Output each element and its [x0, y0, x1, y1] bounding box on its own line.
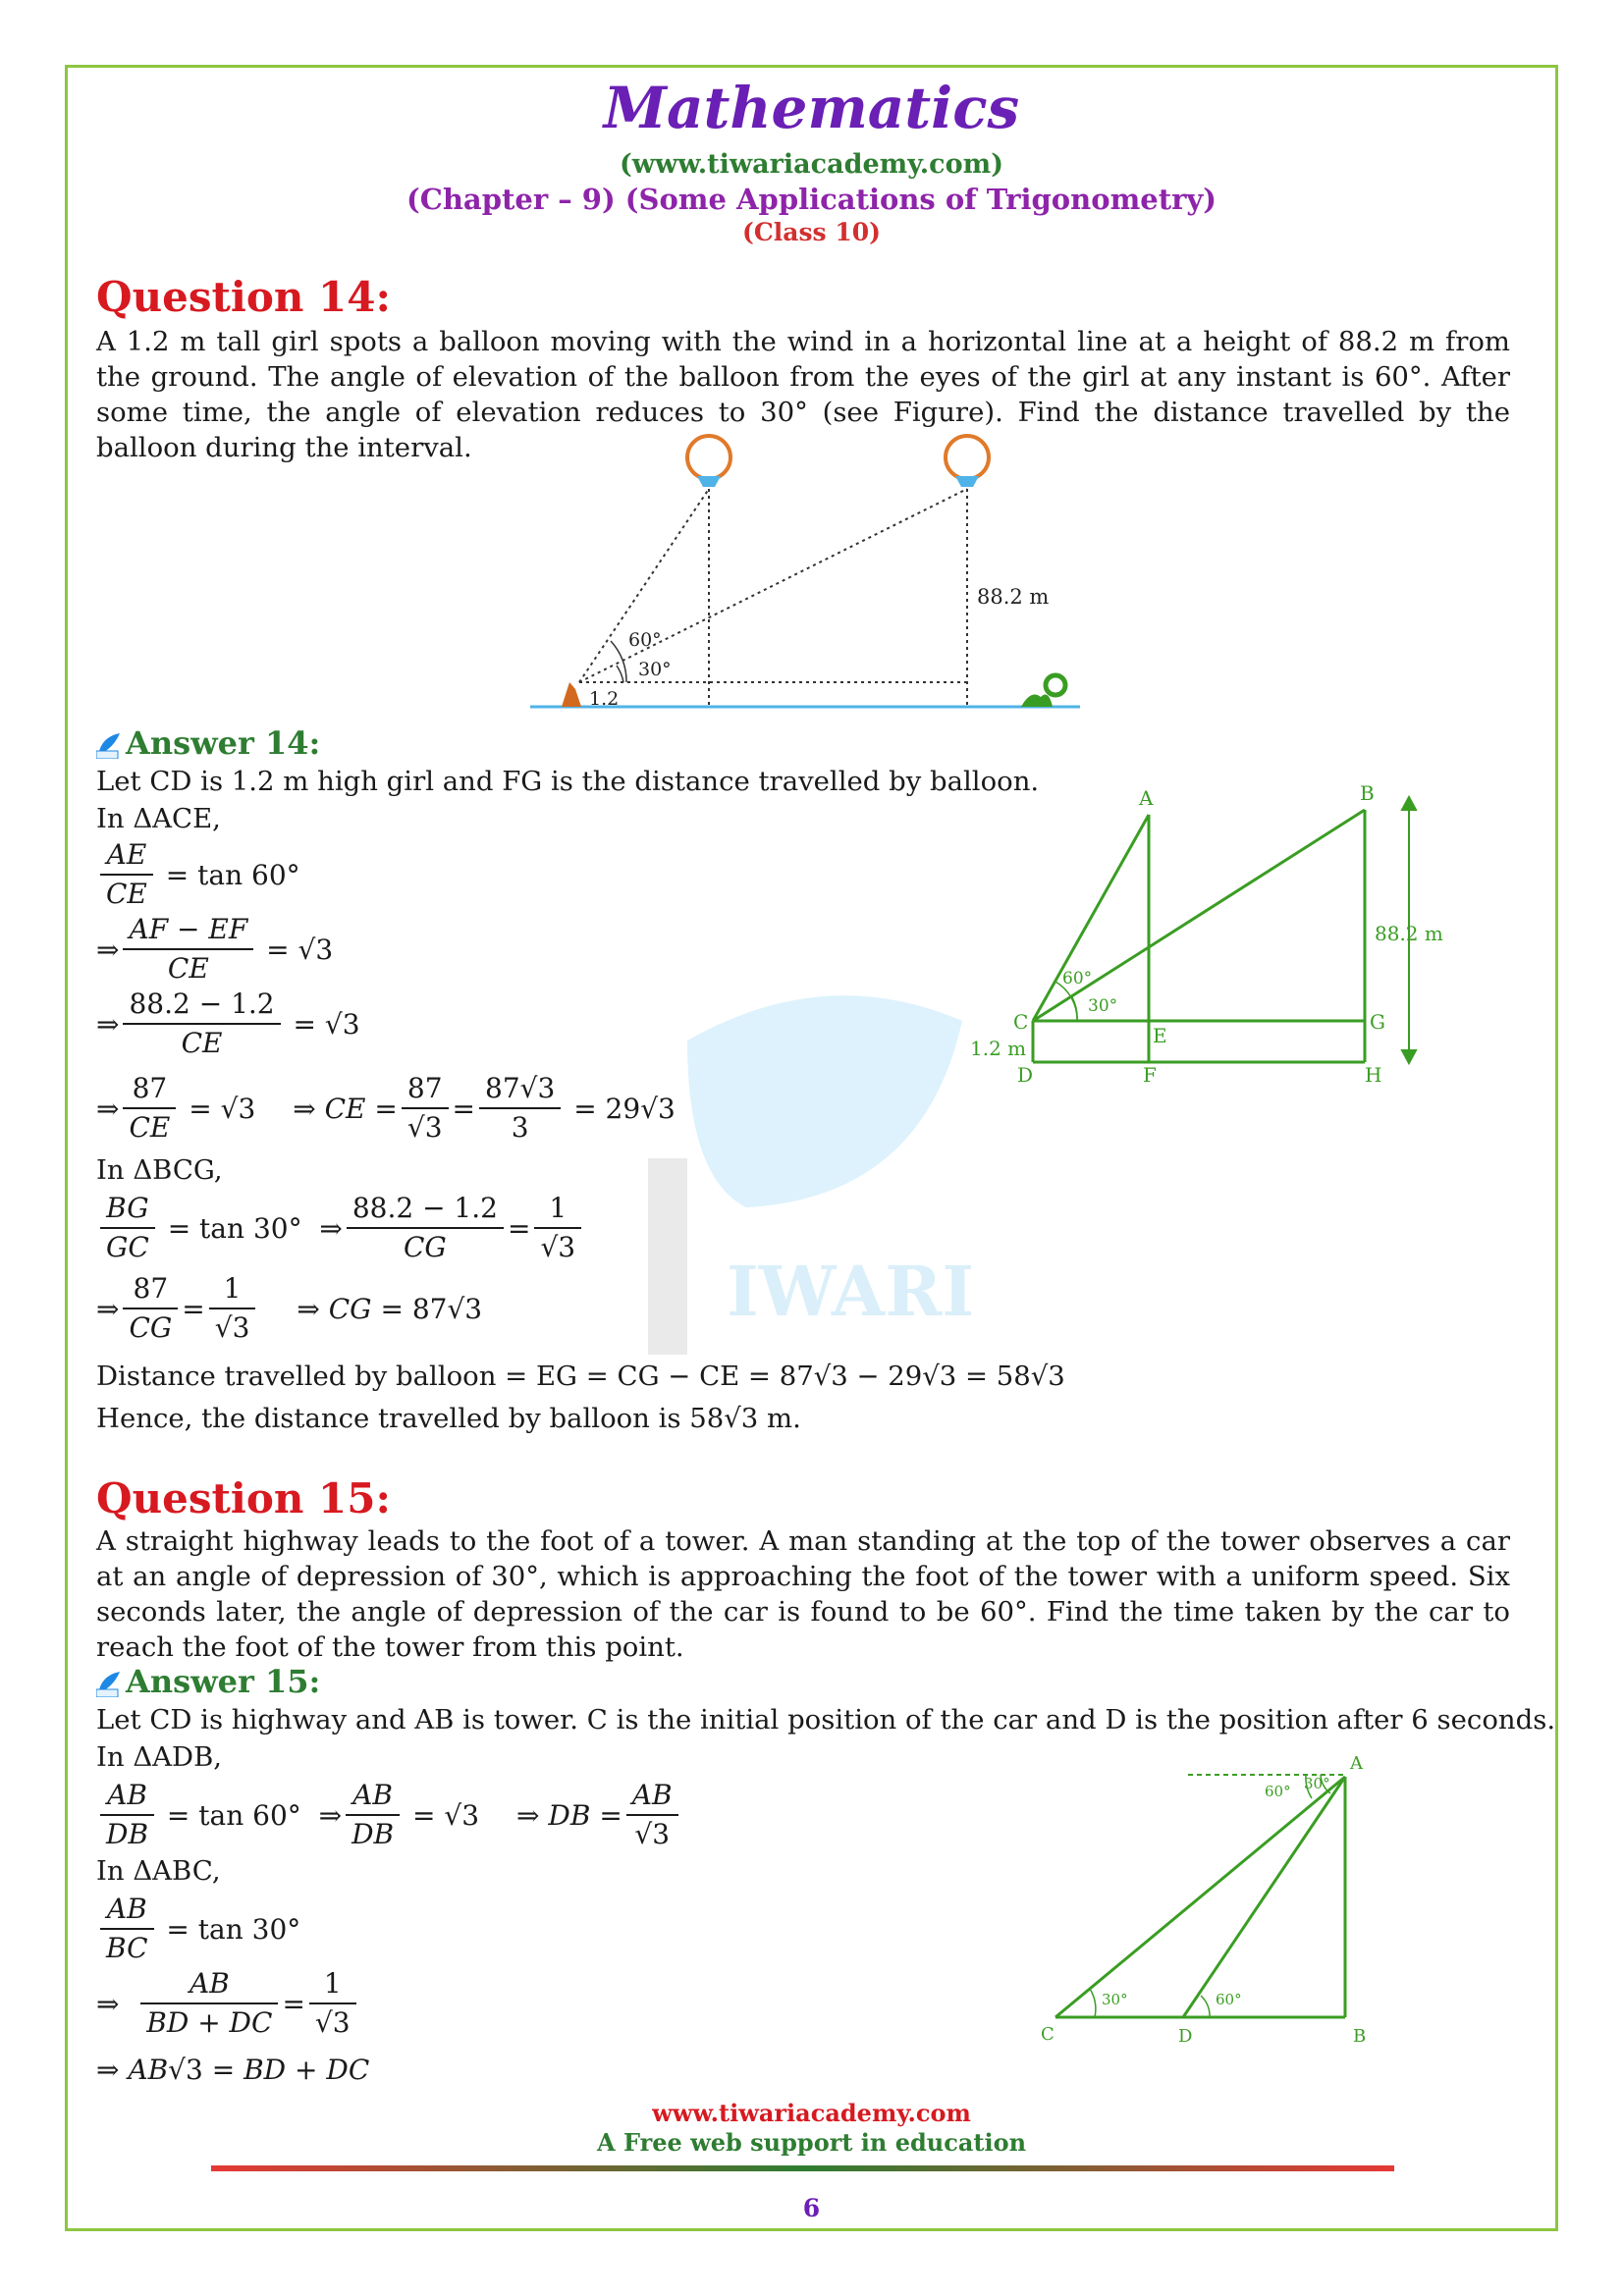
point-b-label: B — [1360, 781, 1375, 805]
girl-height-label: 1.2 m — [970, 1037, 1027, 1060]
point-b-label: B — [1353, 2026, 1367, 2047]
point-d-label: D — [1017, 1063, 1034, 1087]
angle-30-top-label: 30° — [1304, 1775, 1330, 1792]
triangle-ace-label: In ΔACE, — [96, 803, 221, 834]
header-url[interactable]: (www.tiwariacademy.com) — [620, 149, 1003, 180]
tiwari-watermark — [628, 982, 982, 1359]
answer-14-conclusion: Hence, the distance travelled by balloon is 58√3 m. — [96, 1403, 801, 1434]
height-label: 88.2 m — [977, 585, 1050, 609]
page-title: Mathematics — [603, 75, 1020, 141]
question-14-figure — [530, 432, 1080, 717]
feather-icon — [96, 1668, 122, 1695]
balloon-icon — [687, 436, 730, 487]
equation-9: ⇒ $\frac{AB}{BD + DC}$ = $\frac{1}{√3}$ — [96, 1965, 360, 2042]
watermark-text: IWARI — [727, 1251, 975, 1332]
equation-3: ⇒ $\frac{88.2 - 1.2}{CE}$ = √3 — [96, 988, 360, 1059]
answer-14-figure — [962, 775, 1473, 1099]
girl-height-label: 1.2 — [589, 688, 620, 710]
triangle-bcg-label: In ΔBCG, — [96, 1154, 223, 1186]
angle-30-label: 30° — [1088, 996, 1118, 1016]
footer-divider — [211, 2165, 1394, 2171]
point-g-label: G — [1370, 1010, 1385, 1034]
angle-30-label: 30° — [1102, 1991, 1128, 2008]
feather-icon — [96, 729, 122, 757]
answer-14-heading-text: Answer 14: — [126, 724, 321, 762]
footer-tagline: A Free web support in education — [596, 2128, 1027, 2157]
equation-2: ⇒ $\frac{AF - EF}{CE}$ = √3 — [96, 913, 334, 985]
equation-8: $\frac{AB}{BC}$ = tan 30° — [96, 1891, 300, 1967]
question-14-text: A 1.2 m tall girl spots a balloon moving with the wind in a horizontal line at a height of 88.2 m from the ground. The angle of elevation of the balloon from the eyes of the girl at any instant is 60°. After some time, the angle of elevation reduces to 30° (see Figure). Find the distance travelled by the balloon during the interval. — [96, 326, 1510, 463]
page-number: 6 — [802, 2194, 821, 2222]
equation-10: ⇒ AB √3 = BD + DC — [96, 2054, 370, 2086]
triangle-abc-label: In ΔABC, — [96, 1855, 221, 1887]
point-h-label: H — [1365, 1063, 1382, 1087]
point-c-label: C — [1041, 2024, 1055, 2045]
angle-60-label: 60° — [628, 629, 662, 651]
point-e-label: E — [1153, 1024, 1167, 1047]
equation-1: $\frac{AE}{CE}$ = tan 60° — [96, 836, 300, 913]
footer-url[interactable]: www.tiwariacademy.com — [652, 2099, 971, 2127]
question-14-heading: Question 14: — [96, 273, 391, 321]
distance-travelled: Distance travelled by balloon = EG = CG − CE = 87√3 − 29√3 = 58√3 — [96, 1361, 1065, 1392]
point-a-label: A — [1350, 1753, 1363, 1774]
equation-6: ⇒ $\frac{87}{CG}$ = $\frac{1}{√3}$ ⇒ CG = 87√3 — [96, 1272, 483, 1344]
tree-icon — [1021, 675, 1065, 707]
question-15-text: A straight highway leads to the foot of a tower. A man standing at the top of the tower observes a car at an angle of depression of 30°, which is approaching the foot of the tower with a uniform speed. Six seconds later, the angle of depression of the car is found to be 60°. Find the time taken by the car to reach the foot of the tower from this point. — [96, 1525, 1510, 1663]
answer-14-heading — [96, 724, 320, 762]
point-d-label: D — [1178, 2026, 1193, 2047]
answer-14-intro: Let CD is 1.2 m high girl and FG is the distance travelled by balloon. — [96, 766, 1040, 797]
question-15-heading: Question 15: — [96, 1474, 391, 1522]
point-a-label: A — [1139, 786, 1154, 810]
angle-60-label: 60° — [1216, 1991, 1242, 2008]
answer-15-heading-text: Answer 15: — [126, 1663, 321, 1700]
point-f-label: F — [1143, 1063, 1157, 1087]
equation-7: $\frac{AB}{DB}$ = tan 60° ⇒ $\frac{AB}{DB}$ = √3 ⇒ DB = $\frac{AB}{√3}$ — [96, 1777, 682, 1853]
chapter-title: (Chapter – 9) (Some Applications of Trigonometry) — [406, 183, 1217, 216]
height-label: 88.2 m — [1375, 922, 1443, 945]
angle-30-label: 30° — [638, 659, 672, 680]
equation-4: ⇒ $\frac{87}{CE}$ = √3 ⇒ CE = $\frac{87}{√3}$ = $\frac{87√3}{3}$ = 29√3 — [96, 1072, 676, 1144]
angle-60-top-label: 60° — [1265, 1783, 1291, 1800]
balloon-icon — [946, 436, 989, 487]
answer-15-figure — [1021, 1747, 1414, 2052]
answer-15-heading — [96, 1663, 320, 1700]
triangle-adb-label: In ΔADB, — [96, 1741, 223, 1773]
point-c-label: C — [1013, 1010, 1029, 1034]
class-label: (Class 10) — [742, 218, 881, 246]
angle-60-label: 60° — [1062, 969, 1093, 988]
answer-15-intro: Let CD is highway and AB is tower. C is the initial position of the car and D is the position after 6 seconds. — [96, 1704, 1556, 1735]
girl-icon — [562, 682, 581, 707]
equation-5: $\frac{BG}{GC}$ = tan 30° ⇒ $\frac{88.2 - 1.2}{CG}$ = $\frac{1}{√3}$ — [96, 1190, 585, 1266]
